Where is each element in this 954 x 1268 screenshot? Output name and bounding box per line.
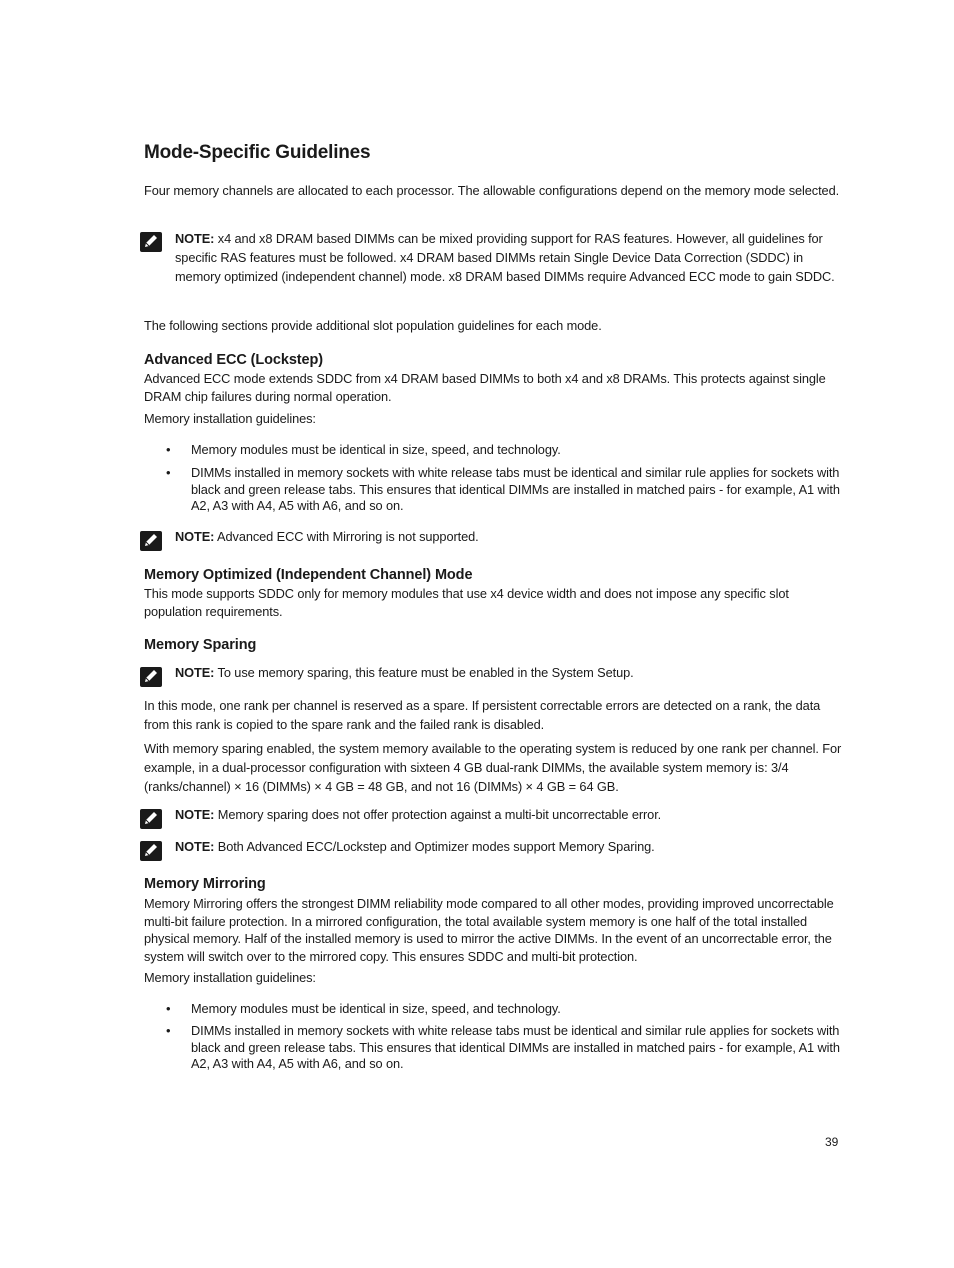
list-item: Memory modules must be identical in size, speed, and technology. [191,1001,561,1016]
heading-memory-mirroring: Memory Mirroring [144,876,266,892]
sparing-paragraph-1: In this mode, one rank per channel is reserved as a spare. If persistent correctable errors are detected on a rank, the data from this rank is copied to the spare rank and the failed rank is disabled. [144,698,821,732]
list-item: DIMMs installed in memory sockets with white release tabs must be identical and similar rule applies for sockets with black and green release tabs. This ensures that identical DIMMs are installed in matched pairs - for example, A1 with A2, A3 with A4, A5 with A6, and so on. [191,1023,840,1071]
bullet-icon: • [166,1001,171,1016]
mirroring-guidelines-label: Memory installation guidelines: [144,970,316,985]
note-pencil-icon [140,531,162,551]
note-pencil-icon [140,809,162,829]
memory-optimized-paragraph: This mode supports SDDC only for memory modules that use x4 device width and does not impose any specific slot population requirements. [144,586,789,619]
note-text: To use memory sparing, this feature must be enabled in the System Setup. [214,665,634,680]
note-pencil-icon [140,667,162,687]
heading-memory-optimized: Memory Optimized (Independent Channel) Mode [144,567,473,583]
note-label: NOTE: [175,529,215,544]
note-pencil-icon [140,232,162,252]
bullet-icon: • [166,442,171,457]
note-sparing-setup [175,663,843,682]
page-title: Mode-Specific Guidelines [144,142,371,163]
note-text: Both Advanced ECC/Lockstep and Optimizer modes support Memory Sparing. [214,839,655,854]
heading-memory-sparing: Memory Sparing [144,637,257,653]
mirroring-paragraph: Memory Mirroring offers the strongest DIMM reliability mode compared to all other modes, providing improved uncorrectable multi-bit failure protection. In a mirrored configuration, the total available system memory is one half of the total installed physical memory. Half of the installed memory is used to mirror the active DIMMs. In the event of an uncorrectable error, the system will switch over to the mirrored copy. This ensures SDDC and multi-bit protection. [144,896,834,964]
page-number: 39 [825,1135,839,1149]
note-mirroring-unsupported [175,527,843,546]
note-text: Advanced ECC with Mirroring is not supported. [214,529,479,544]
intro-paragraph: Four memory channels are allocated to each processor. The allowable configurations depend on the memory mode selected. [144,183,840,198]
advanced-ecc-paragraph: Advanced ECC mode extends SDDC from x4 DRAM based DIMMs to both x4 and x8 DRAMs. This protects against single DRAM chip failures during normal operation. [144,371,826,404]
sparing-paragraph-2: With memory sparing enabled, the system memory available to the operating system is reduced by one rank per channel. For example, in a dual-processor configuration with sixteen 4 GB dual-rank DIMMs, the available system memory is: 3/4 (ranks/channel) × 16 (DIMMs) × 4 GB = 48 GB, and not 16 (DIMMs) × 4 GB = 64 GB. [144,741,842,794]
note-label: NOTE: [175,839,215,854]
note-label: NOTE: [175,231,215,246]
bullet-icon: • [166,465,171,480]
heading-advanced-ecc: Advanced ECC (Lockstep) [144,352,323,368]
list-item: Memory modules must be identical in size, speed, and technology. [191,442,561,457]
note-text: x4 and x8 DRAM based DIMMs can be mixed providing support for RAS features. However, all guidelines for specific RAS features must be followed. x4 DRAM based DIMMs retain Single Device Data Correction (SDDC) in memory optimized (independent channel) mode. x8 DRAM based DIMMs require Advanced ECC mode to gain SDDC. [175,231,835,284]
note-label: NOTE: [175,807,215,822]
note-text: Memory sparing does not offer protection against a multi-bit uncorrectable error. [214,807,662,822]
list-item: DIMMs installed in memory sockets with white release tabs must be identical and similar rule applies for sockets with black and green release tabs. This ensures that identical DIMMs are installed in matched pairs - for example, A1 with A2, A3 with A4, A5 with A6, and so on. [191,465,840,513]
bullet-icon: • [166,1023,171,1038]
note-pencil-icon [140,841,162,861]
note-sparing-modes [175,837,843,856]
note-sparing-multibit [175,805,843,824]
note-label: NOTE: [175,665,215,680]
advanced-guidelines-label: Memory installation guidelines: [144,411,316,426]
following-paragraph: The following sections provide additional slot population guidelines for each mode. [144,318,602,333]
note-ras-features [175,229,843,286]
